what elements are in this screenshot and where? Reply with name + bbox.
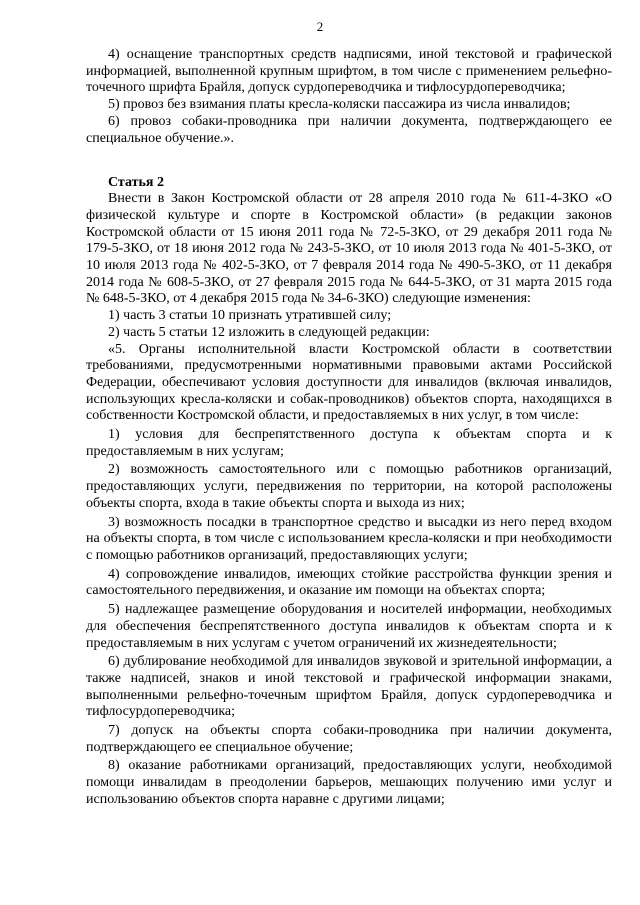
- list-item: 5) провоз без взимания платы кресла-коляски пассажира из числа инвалидов;: [108, 97, 571, 113]
- quoted-intro: «5. Органы исполнительной власти Костромской области в соответствии требованиями, предусмотренными нормативными правовыми актами Российской Федерации, обеспечивают условия доступности для инвалидов (включая инвалидов, использующих кресла-коляски и собак-проводников) объектов спорта, находящихся в собственности Костромской области, и предоставляемых в них услуг, в том числе:: [86, 341, 612, 424]
- list-item: 4) оснащение транспортных средств надписями, иной текстовой и графической информацией, выполненной крупным шрифтом, в том числе с применением рельефно-точечного шрифта Брайля, допуск сурдопереводчика и тифлосурдопереводчика;: [86, 47, 612, 96]
- condition-item: 8) оказание работниками организаций, предоставляющих услуги, необходимой помощи инвалидам в преодолении барьеров, мешающих получению ими услуг и использованию объектов спорта наравне с другими лицами;: [86, 758, 612, 807]
- condition-item: 7) допуск на объекты спорта собаки-проводника при наличии документа, подтверждающего ее специальное обучение;: [86, 723, 612, 755]
- change-item: 1) часть 3 статьи 10 признать утратившей силу;: [108, 308, 392, 324]
- list-item: 6) провоз собаки-проводника при наличии документа, подтверждающего ее специальное обучение.».: [86, 113, 612, 146]
- condition-item: 4) сопровождение инвалидов, имеющих стойкие расстройства функции зрения и самостоятельного передвижения, и оказание им помощи на объектах спорта;: [86, 566, 612, 599]
- article-intro: Внести в Закон Костромской области от 28 апреля 2010 года № 611-4-ЗКО «О физической культуре и спорте в Костромской области» (в редакции законов Костромской области от 15 июня 2011 года № 72-5-ЗКО, от 29 декабря 2011 года № 179-5-ЗКО, от 18 июня 2012 года № 243-5-ЗКО, от 10 июля 2013 года № 401-5-ЗКО, от 10 июля 2013 года № 402-5-ЗКО, от 7 февраля 2014 года № 490-5-ЗКО, от 11 декабря 2014 года № 608-5-ЗКО, от 27 февраля 2015 года № 644-5-ЗКО, от 31 марта 2015 года № 648-5-ЗКО, от 4 декабря 2015 года № 34-6-ЗКО) следующие изменения:: [86, 191, 612, 307]
- condition-item: 2) возможность самостоятельного или с помощью работников организаций, предоставляющих услуги, передвижения по территории, на которой расположены объекты спорта, входа в такие объекты спорта и выхода из них;: [86, 462, 612, 511]
- page-number: 2: [316, 19, 324, 34]
- condition-item: 3) возможность посадки в транспортное средство и высадки из него перед входом на объекты спорта, в том числе с использованием кресла-коляски и при необходимости с помощью работников организаций, предоставляющих услуги;: [86, 514, 612, 563]
- condition-item: 5) надлежащее размещение оборудования и носителей информации, необходимых для обеспечения беспрепятственного доступа инвалидов к объектам спорта и к предоставляемым в них услугам с учетом ограничений их жизнедеятельности;: [86, 602, 612, 651]
- document-body: [86, 47, 612, 809]
- change-item: 2) часть 5 статьи 12 изложить в следующей редакции:: [108, 324, 430, 340]
- article-heading: Статья 2: [108, 175, 164, 191]
- condition-item: 6) дублирование необходимой для инвалидов звуковой и зрительной информации, а также надписей, знаков и иной текстовой и графической информации знаками, выполненными рельефно-точечным шрифтом Брайля, допуск сурдопереводчика и тифлосурдопереводчика;: [86, 654, 612, 720]
- condition-item: 1) условия для беспрепятственного доступа к объектам спорта и к предоставляемым в них услугам;: [86, 427, 612, 459]
